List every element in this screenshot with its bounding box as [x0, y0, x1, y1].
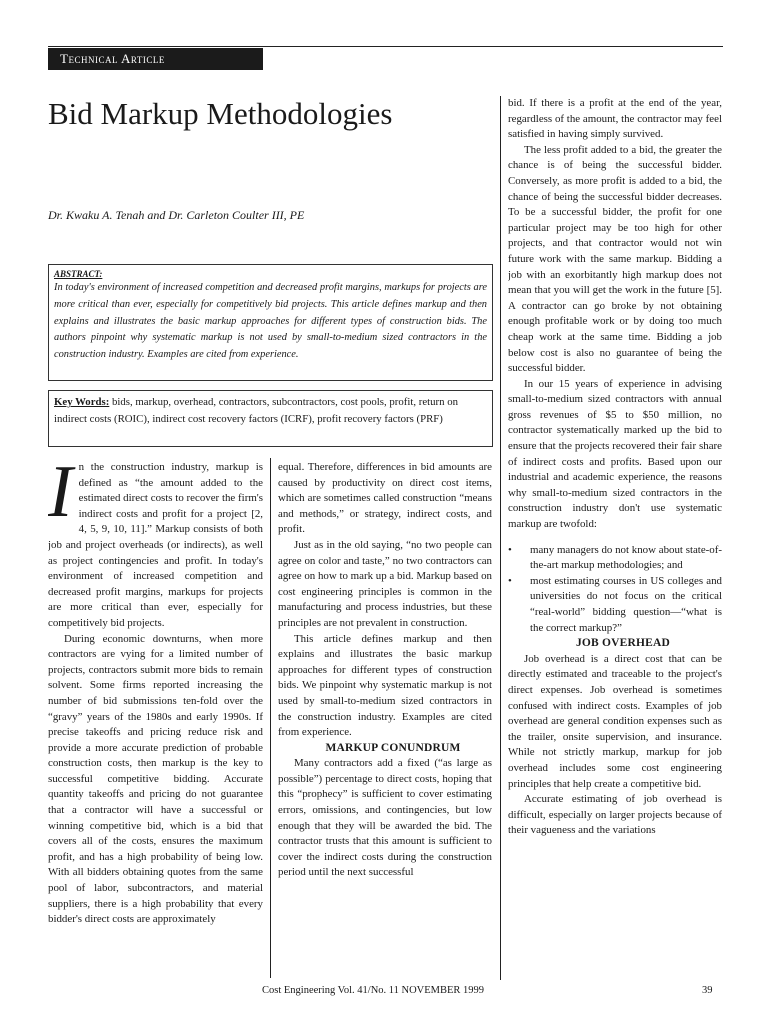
paragraph: Accurate estimating of job overhead is difficult, especially on larger projects because of their vagueness and the variations	[508, 793, 722, 837]
paragraph: equal. Therefore, differences in bid amounts are caused by productivity on direct cost items, which are sometimes called construction “means and methods,” or strategy, indirect costs, and profit.	[278, 461, 492, 536]
keywords-text: bids, markup, overhead, contractors, subcontractors, cost pools, profit, return on indirect costs (ROIC), indirect cost recovery factors (ICRF), profit recovery factors (PRF)	[54, 396, 459, 425]
section-tag: Technical Article	[48, 48, 263, 70]
abstract-label: ABSTRACT:	[54, 269, 103, 279]
paragraph: Just as in the old saying, “no two people can agree on color and taste,” no two contractors can agree on how to mark up a bid. Markup based on cost engineering principles is common in the manufacturing and process industries, but these principles are not prevalent in construction.	[278, 538, 492, 629]
paragraph: This article defines markup and then explains and illustrates the basic markup approaches for different types of construction bids. We pinpoint why systematic markup is not used by small-to-medium sized contractors in the construction industry. Examples are cited from experience.	[278, 632, 492, 739]
journal-citation: Cost Engineering Vol. 41/No. 11 NOVEMBER 1999	[262, 985, 485, 996]
column-divider-2	[500, 96, 501, 980]
article-title: Bid Markup Methodologies	[48, 96, 393, 131]
abstract-text: In today's environment of increased competition and decreased profit margins, markups for projects are more critical than ever, especially for competitively bid projects. This article defines markup and then explains and illustrates the basic markup approaches for different types of construction bids. The authors pinpoint why systematic markup is not used by small-to-medium sized contractors in the construction industry. Examples are cited from experience.	[54, 282, 487, 361]
section-heading-job-overhead: JOB OVERHEAD	[575, 637, 671, 650]
paragraph: The less profit added to a bid, the greater the chance is of being the successful bidder. Conversely, as more profit is added to a bid, the chance of being the successful bidder decreases. To be a successful bidder, the profit for one particular project may be too high for other projects, and that contractor would not win future work with the same markup. Bidding a job with an exorbitantly high markup does not mean that you will get the work in the future [5]. A contractor can go broke by not obtaining enough profitable work or by doing too much cheap work at the same time. Bidding a job below cost is also no guarantee of being the successful bidder.	[508, 143, 722, 375]
list-item: • many managers do not know about state-of-the-art markup methodologies; and	[508, 543, 722, 574]
paragraph: bid. If there is a profit at the end of the year, regardless of the amount, the contractor may feel satisfied in having simply survived.	[508, 97, 722, 141]
column-divider-1	[270, 458, 271, 978]
drop-cap: I	[48, 460, 73, 533]
bullet-list	[508, 543, 722, 637]
page-number: 39	[702, 985, 713, 996]
paragraph: Job overhead is a direct cost that can be directly estimated and traceable to the project's direct expenses. Job overhead is sometimes confused with indirect costs. Examples of job overhead are general condition expenses such as the trailer, onsite supervision, and insurance. While not strictly markup, markup for job overhead includes some cost engineering principles that help create a competitive bid.	[508, 652, 722, 790]
paragraph: In our 15 years of experience in advising small-to-medium sized contractors with annual gross revenues of $5 to $50 million, no contractor systematically marked up the bid to ensure that the projects recovered their fair share of indirect costs and profits. Based upon our industrial and academic experience, the reasons why small-to-medium sized contractors in the construction industry don't use systematic markup are twofold:	[508, 377, 722, 531]
paragraph: Many contractors add a fixed (“as large as possible”) percentage to direct costs, hoping that this “prophecy” is sufficient to cover estimating errors, omissions, and contingencies, but low enough that they will be awarded the bid. The contractor trusts that this amount is sufficient to cover the indirect costs during the construction period until the next successful	[278, 757, 492, 879]
section-heading-markup-conundrum: MARKUP CONUNDRUM	[325, 741, 461, 754]
body-column-3	[508, 96, 722, 980]
article-authors: Dr. Kwaku A. Tenah and Dr. Carleton Coulter III, PE	[48, 208, 305, 222]
keywords-box	[48, 390, 493, 447]
paragraph: n the construction industry, markup is defined as “the amount added to the estimated direct costs to recover the firm's indirect costs and profit for a project [2, 4, 5, 9, 10, 11].” Markup consists of both job and project overheads (or indirects), as well as project contingencies and profit. In today's environment of increased competition and decreased profit margins, markups for projects are more critical than ever, especially for competitively bid projects.	[48, 461, 263, 629]
abstract-box	[48, 264, 493, 381]
body-column-2	[278, 460, 492, 980]
keywords-label: Key Words:	[54, 396, 110, 408]
list-item: • most estimating courses in US colleges and universities do not focus on the critical “real-world” bidding question—“what is the correct markup?”	[508, 574, 722, 636]
header-rule	[48, 46, 723, 47]
paragraph: During economic downturns, when more contractors are vying for a limited number of projects, contractors submit more bids to remain solvent. Some firms reported increasing the number of bid submissions ten-fold over the “gravy” years of the 1980s and early 1990s. If precise takeoffs and pricing reduce risk and provide a more accurate prediction of probable construction costs, then markup is the key to successful competitive bidding. Accurate quantity takeoffs and pricing do not guarantee that a contractor will have a successful or winning competitive bid, which is a bid that covers all of the costs, ensures the maximum profit, and has a high probability of being low. With all bidders obtaining quotes from the same pool of labor, subcontractors, and material suppliers, there is a high probability that every bidder's direct costs are approximately	[48, 632, 263, 926]
body-column-1	[48, 460, 263, 980]
